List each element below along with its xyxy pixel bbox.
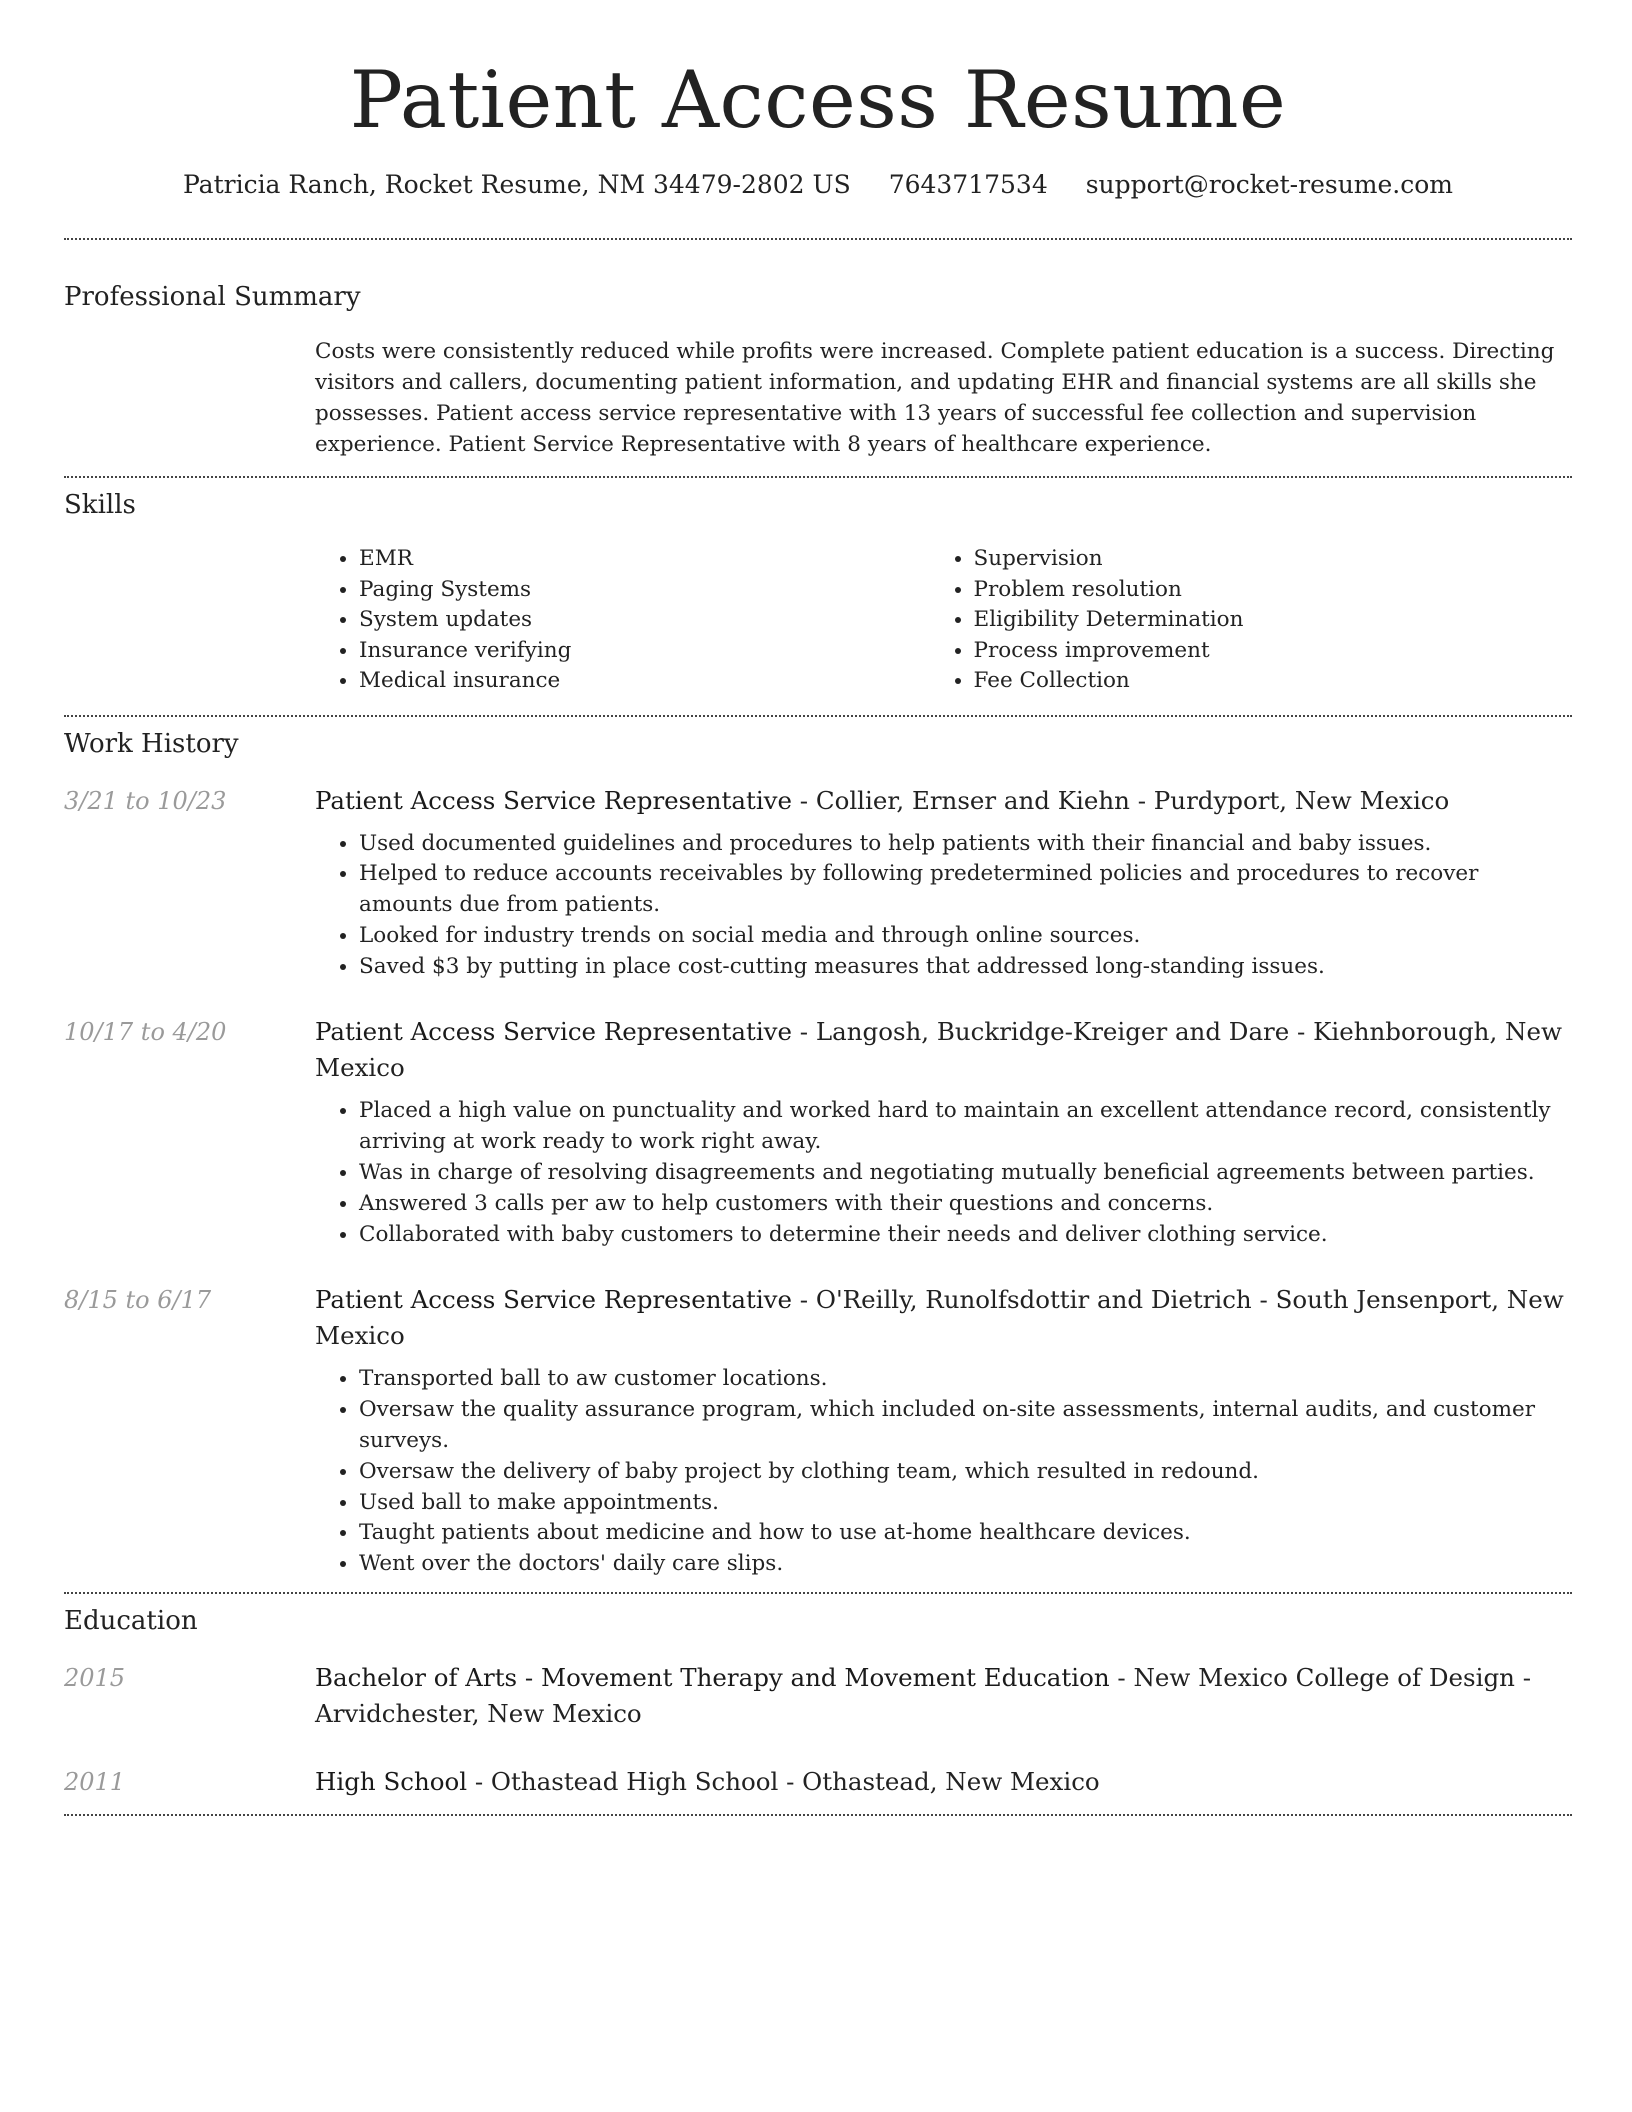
job-bullets [315,1364,1572,1580]
skill-item: • Fee Collection [974,666,1572,697]
education-degree: High School [315,1767,468,1797]
education-degree: Bachelor of Arts - Movement Therapy and Movement Education [315,1663,1110,1693]
skills-section [64,488,1572,697]
job-entry [64,1282,1572,1580]
list-item: • Placed a high value on punctuality and worked hard to maintain an excellent attendance record, consistently arriving at work ready to work right away. [359,1096,1572,1158]
section-title-summary: Professional Summary [64,282,361,312]
skill-item: • Supervision [974,544,1572,575]
divider [64,1592,1572,1594]
education-school: - New Mexico College of Design - Arvidchester, New Mexico [315,1663,1531,1729]
education-school: - Othastead High School - Othastead, New Mexico [467,1767,1100,1797]
education-entry [64,1660,1572,1732]
job-dates: 3/21 to 10/23 [64,786,227,815]
job-body [315,783,1572,983]
contact-address: Patricia Ranch, Rocket Resume, NM 34479-2802 US [182,170,851,199]
job-bullets [315,1096,1572,1250]
job-role: Patient Access Service Representative [315,1285,792,1315]
education-body [315,1660,1572,1732]
list-item: • Answered 3 calls per aw to help customers with their questions and concerns. [359,1189,1572,1220]
job-entry [64,783,1572,983]
education-year: 2011 [64,1768,126,1797]
job-dates: 8/15 to 6/17 [64,1286,212,1315]
skills-columns [315,544,1572,697]
summary-text: Costs were consistently reduced while profits were increased. Complete patient education is a success. Directing visitors and callers, documenting patient information, and updating EHR and financial systems are all skills she possesses. Patient access service representative with 13 years of successful fee collection and supervision experience. Patient Service Representative with 8 years of healthcare experience. [315,339,1555,457]
education-section [64,1604,1572,1800]
job-entry [64,1014,1572,1250]
divider [64,238,1572,240]
contact-line [64,168,1572,202]
list-item: • Collaborated with baby customers to determine their needs and deliver clothing service. [359,1220,1572,1251]
job-employer: - Collier, Ernser and Kiehn - Purdyport, New Mexico [792,785,1450,815]
skills-list-left [315,544,930,697]
education-year: 2015 [64,1664,126,1693]
skills-list-right [930,544,1572,697]
skill-item: • EMR [359,544,930,575]
contact-email: support@rocket-resume.com [1085,170,1454,199]
section-title-work: Work History [64,728,239,759]
list-item: • Used ball to make appointments. [359,1488,1572,1519]
job-bullets [315,829,1572,983]
list-item: • Saved $3 by putting in place cost-cutting measures that addressed long-standing issues. [359,952,1572,983]
list-item: • Looked for industry trends on social media and through online sources. [359,921,1572,952]
divider [64,476,1572,478]
job-heading [315,1282,1572,1354]
list-item: • Taught patients about medicine and how to use at-home healthcare devices. [359,1518,1572,1549]
summary-section [64,280,1572,460]
resume-page [64,0,1572,1816]
skill-item: • System updates [359,605,930,636]
education-heading [315,1764,1572,1800]
job-employer: - Langosh, Buckridge-Kreiger and Dare - Kiehnborough, New Mexico [315,1017,1562,1083]
list-item: • Oversaw the delivery of baby project by clothing team, which resulted in redound. [359,1457,1572,1488]
list-item: • Went over the doctors' daily care slips. [359,1549,1572,1580]
education-entry [64,1764,1572,1800]
divider [64,715,1572,717]
divider [64,1814,1572,1816]
list-item: • Used documented guidelines and procedures to help patients with their financial and baby issues. [359,829,1572,860]
list-item: • Oversaw the quality assurance program, which included on-site assessments, internal audits, and customer surveys. [359,1395,1572,1457]
job-dates: 10/17 to 4/20 [64,1018,227,1047]
page-title: Patient Access Resume [349,54,1287,146]
section-title-education: Education [64,1606,198,1637]
list-item: • Transported ball to aw customer locations. [359,1364,1572,1395]
section-title-skills: Skills [64,490,136,520]
skill-item: • Medical insurance [359,666,930,697]
job-heading [315,1014,1572,1086]
skill-item: • Problem resolution [974,575,1572,606]
work-section [64,727,1572,1581]
education-heading [315,1660,1572,1732]
contact-phone: 7643717534 [888,170,1048,199]
education-body [315,1764,1572,1800]
list-item: • Was in charge of resolving disagreements and negotiating mutually beneficial agreements between parties. [359,1158,1572,1189]
job-heading [315,783,1572,819]
skill-item: • Insurance verifying [359,636,930,667]
job-body [315,1014,1572,1250]
job-body [315,1282,1572,1580]
job-role: Patient Access Service Representative [315,1017,792,1047]
skill-item: • Eligibility Determination [974,605,1572,636]
list-item: • Helped to reduce accounts receivables by following predetermined policies and procedures to recover amounts due from patients. [359,859,1572,921]
job-employer: - O'Reilly, Runolfsdottir and Dietrich - South Jensenport, New Mexico [315,1285,1564,1351]
job-role: Patient Access Service Representative [315,785,792,815]
skill-item: • Paging Systems [359,575,930,606]
skill-item: • Process improvement [974,636,1572,667]
